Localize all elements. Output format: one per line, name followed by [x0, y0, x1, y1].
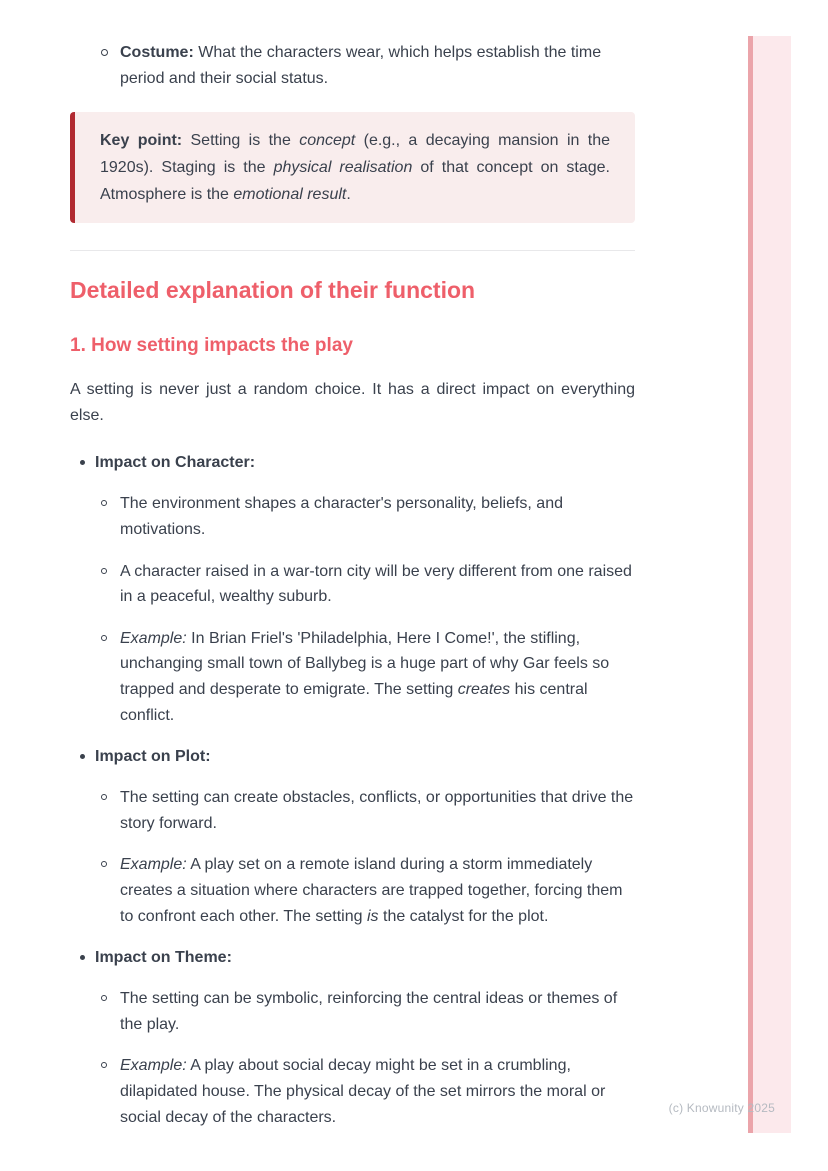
circle-bullet-icon	[101, 49, 108, 56]
list-item-text: Costume: What the characters wear, which helps establish the time period and their social status.	[120, 44, 602, 87]
circle-bullet-icon	[101, 794, 107, 800]
document-content	[70, 40, 635, 1146]
impact-list	[70, 450, 635, 1130]
subsection-heading: 1. How setting impacts the play	[70, 334, 353, 356]
key-point-text: Key point: Setting is the concept (e.g., a decaying mansion in the 1920s). Staging is the physical realisation of that concept on stage. Atmosphere is the emotional result.	[100, 132, 611, 204]
disc-bullet-icon	[80, 955, 85, 960]
list-item	[70, 491, 635, 542]
list-item-costume	[70, 40, 635, 91]
list-item	[70, 559, 635, 610]
impact-title-row	[70, 450, 635, 475]
circle-bullet-icon	[101, 500, 107, 506]
impact-item-theme	[70, 945, 635, 1130]
list-item-text: Example: A play about social decay might be set in a crumbling, dilapidated house. The physical decay of the set mirrors the moral or social decay of the characters.	[120, 1057, 606, 1126]
disc-bullet-icon	[80, 754, 85, 759]
impact-title-row	[70, 744, 635, 769]
impact-title-row	[70, 945, 635, 970]
impact-sublist	[70, 785, 635, 929]
circle-bullet-icon	[101, 568, 107, 574]
list-item	[70, 785, 635, 836]
impact-item-plot	[70, 744, 635, 929]
intro-paragraph: A setting is never just a random choice. It has a direct impact on everything else.	[70, 381, 635, 425]
circle-bullet-icon	[101, 995, 107, 1001]
list-item-text: Example: A play set on a remote island during a storm immediately creates a situation where characters are trapped together, forcing them to confront each other. The setting is the catalyst for the plot.	[120, 856, 623, 925]
impact-item-character	[70, 450, 635, 728]
list-item-text: Example: In Brian Friel's 'Philadelphia, Here I Come!', the stifling, unchanging small town of Ballybeg is a huge part of why Gar feels so trapped and desperate to emigrate. The setting creates his central conflict.	[120, 629, 610, 724]
list-item	[70, 626, 635, 728]
disc-bullet-icon	[80, 460, 85, 465]
impact-sublist	[70, 491, 635, 728]
list-item-text: The setting can create obstacles, conflicts, or opportunities that drive the story forward.	[120, 789, 634, 832]
key-point-callout	[70, 112, 635, 223]
impact-title: Impact on Plot:	[95, 748, 211, 766]
intro-list	[70, 40, 635, 91]
list-item	[70, 1053, 635, 1130]
list-item-text: A character raised in a war-torn city will be very different from one raised in a peaceful, wealthy suburb.	[120, 562, 632, 606]
section-divider	[70, 250, 635, 251]
list-item	[70, 986, 635, 1037]
circle-bullet-icon	[101, 861, 107, 867]
list-item-text: The setting can be symbolic, reinforcing the central ideas or themes of the play.	[120, 990, 618, 1033]
list-item	[70, 852, 635, 929]
impact-title: Impact on Character:	[95, 454, 256, 472]
impact-sublist	[70, 986, 635, 1130]
circle-bullet-icon	[101, 635, 107, 641]
list-item-text: The environment shapes a character's personality, beliefs, and motivations.	[120, 495, 563, 539]
section-heading: Detailed explanation of their function	[70, 277, 476, 304]
page-edge-stripe	[748, 36, 791, 1133]
circle-bullet-icon	[101, 1062, 107, 1068]
copyright-text: (c) Knowunity 2025	[668, 1101, 775, 1115]
impact-title: Impact on Theme:	[95, 949, 232, 967]
